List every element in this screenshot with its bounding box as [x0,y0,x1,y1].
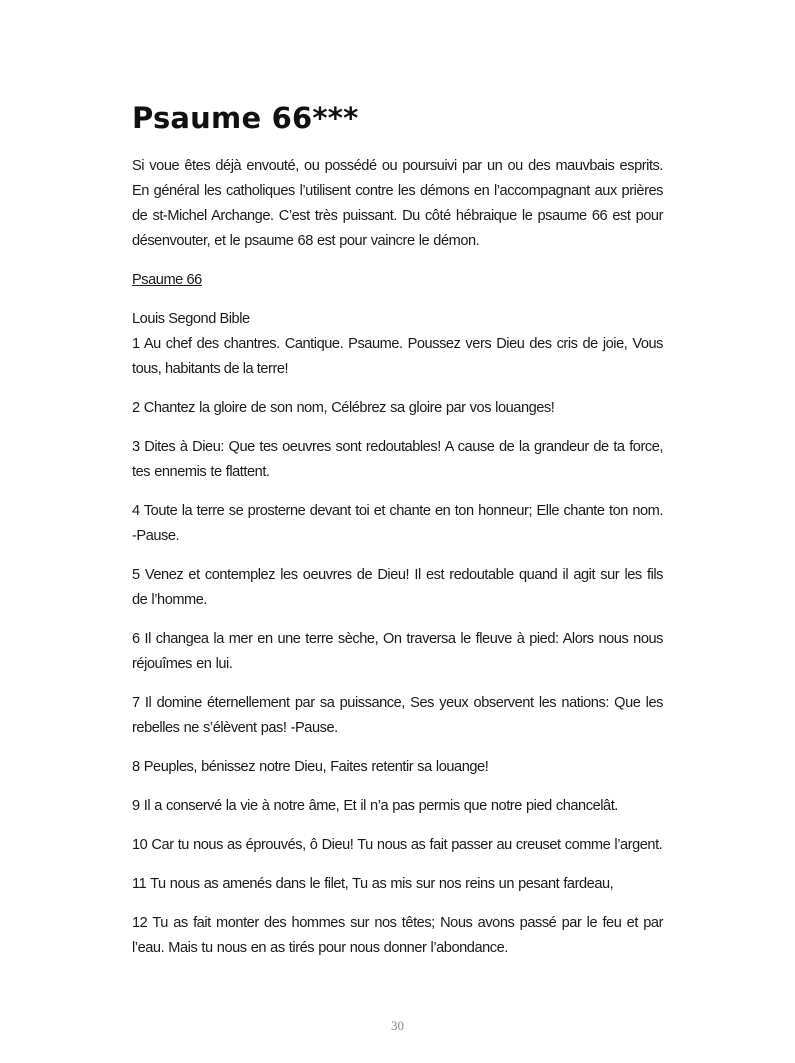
section-heading: Psaume 66 [132,272,202,288]
verse-2: 2 Chantez la gloire de son nom, Célébrez sa gloire par vos louanges! [132,400,555,416]
verse-7: 7 Il domine éternellement par sa puissance, Ses yeux observent les nations: Que les rebelles ne s’élèvent pas! -Pause. [132,695,663,736]
intro-paragraph: Si voue êtes déjà envouté, ou possédé ou poursuivi par un ou des mauvbais esprits. En général les catholiques l’utilisent contre les démons en l’accompagnant aux prières de st-Michel Archange. C’est très puissant. Du côté hébraique le psaume 66 est pour désenvouter, et le psaume 68 est pour vaincre le démon. [132,158,663,249]
page-number: 30 [391,1018,404,1033]
verse-block-first [132,307,663,382]
verse-6: 6 Il changea la mer en une terre sèche, On traversa le fleuve à pied: Alors nous nous réjouîmes en lui. [132,631,663,672]
page-title: Psaume 66*** [132,101,359,135]
verse-5: 5 Venez et contemplez les oeuvres de Dieu! Il est redoutable quand il agit sur les fils de l’homme. [132,567,663,608]
verse-4: 4 Toute la terre se prosterne devant toi et chante en ton honneur; Elle chante ton nom. -Pause. [132,503,663,544]
document-page [132,98,663,975]
verse-12: 12 Tu as fait monter des hommes sur nos têtes; Nous avons passé par le feu et par l’eau. Mais tu nous en as tirés pour nous donner l’abondance. [132,915,663,956]
verse-8: 8 Peuples, bénissez notre Dieu, Faites retentir sa louange! [132,759,489,775]
verse-11: 11 Tu nous as amenés dans le filet, Tu as mis sur nos reins un pesant fardeau, [132,876,614,892]
verse-3: 3 Dites à Dieu: Que tes oeuvres sont redoutables! A cause de la grandeur de ta force, tes ennemis te flattent. [132,439,663,480]
source-label: Louis Segond Bible [132,311,250,327]
verse-9: 9 Il a conservé la vie à notre âme, Et il n’a pas permis que notre pied chancelât. [132,798,618,814]
verse-1: 1 Au chef des chantres. Cantique. Psaume. Poussez vers Dieu des cris de joie, Vous tous, habitants de la terre! [132,336,663,377]
verse-10: 10 Car tu nous as éprouvés, ô Dieu! Tu nous as fait passer au creuset comme l’argent. [132,837,663,853]
